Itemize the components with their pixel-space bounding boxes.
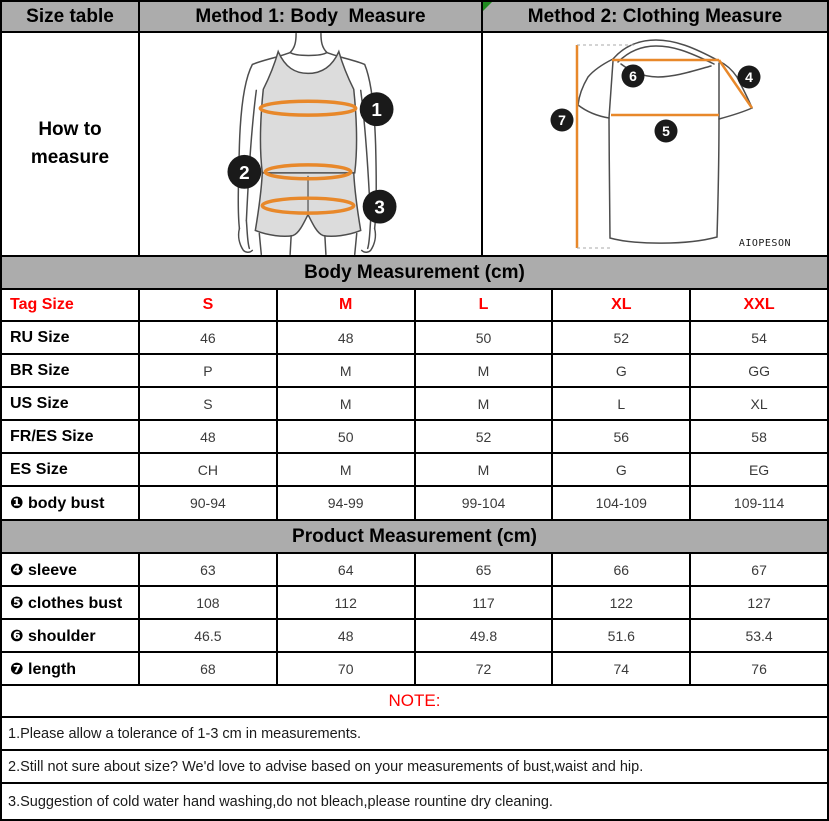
shirt-marker-6-icon: [622, 65, 645, 88]
size-col-s: S: [140, 290, 278, 320]
cell-value: 63: [140, 554, 278, 585]
method1-header: Method 1: Body Measure: [140, 2, 483, 31]
top-header-row: [2, 2, 827, 33]
row-label: RU Size: [2, 322, 140, 353]
corner-marker-icon: [483, 2, 492, 11]
cell-value: GG: [748, 362, 770, 379]
illustration-row: [2, 33, 827, 257]
cell-value: 48: [278, 620, 416, 651]
cell-value: 53.4: [745, 627, 773, 644]
cell-value: 112: [278, 587, 416, 618]
cell-value: 72: [416, 653, 554, 684]
size-col-l: L: [416, 290, 554, 320]
cell-value: P: [140, 355, 278, 386]
cell-value: 90-94: [140, 487, 278, 519]
table-row-sleeve: [2, 554, 827, 587]
body-measurement-band: [2, 257, 827, 290]
clothing-measure-illustration: [483, 33, 827, 255]
row-label: BR Size: [2, 355, 140, 386]
note-row-1: [2, 718, 827, 751]
shirt-marker-6-label: 6: [629, 68, 637, 84]
cell-value: 51.6: [553, 620, 691, 651]
cell-value: 50: [416, 322, 554, 353]
note-title: NOTE:: [388, 691, 441, 710]
cell-value: M: [416, 388, 554, 419]
note-row-2: [2, 751, 827, 784]
cell-value: 65: [416, 554, 554, 585]
table-row-length: [2, 653, 827, 686]
cell-value: 64: [278, 554, 416, 585]
cell-value: XL: [750, 395, 768, 412]
row-label: ❹ sleeve: [2, 554, 140, 585]
product-measurement-title: Product Measurement (cm): [292, 525, 537, 547]
cell-value: M: [416, 454, 554, 485]
cell-value: L: [553, 388, 691, 419]
clothing-measure-lines: [577, 45, 752, 248]
table-row-fres-size: [2, 421, 827, 454]
table-row-body-bust: [2, 487, 827, 521]
cell-value: 49.8: [416, 620, 554, 651]
cell-value: CH: [140, 454, 278, 485]
table-row-ru-size: [2, 322, 827, 355]
cell-value: S: [140, 388, 278, 419]
cell-value: 70: [278, 653, 416, 684]
shirt-marker-7-icon: [551, 109, 574, 132]
cell-value: M: [278, 355, 416, 386]
cell-value: 46: [140, 322, 278, 353]
note-header-row: [2, 686, 827, 718]
cell-value: 109-114: [733, 495, 785, 511]
cell-value: 67: [751, 561, 767, 578]
table-row-shoulder: [2, 620, 827, 653]
row-label: ❻ shoulder: [2, 620, 140, 651]
cell-value: M: [416, 355, 554, 386]
body-marker-3-icon: [363, 190, 397, 224]
table-row-us-size: [2, 388, 827, 421]
cell-value: 46.5: [140, 620, 278, 651]
cell-value: M: [278, 388, 416, 419]
body-marker-1-icon: [360, 92, 394, 126]
body-measurement-title: Body Measurement (cm): [304, 261, 525, 283]
body-measure-illustration: [140, 33, 481, 255]
cell-value: 76: [751, 660, 767, 677]
cell-value: 94-99: [278, 487, 416, 519]
note-text-3: 3.Suggestion of cold water hand washing,do not bleach,please rountine dry cleaning.: [8, 793, 553, 810]
cell-value: 108: [140, 587, 278, 618]
tag-size-label: Tag Size: [2, 290, 140, 320]
cell-value: 48: [278, 322, 416, 353]
cell-value: 104-109: [553, 487, 691, 519]
body-marker-3-label: 3: [374, 197, 385, 219]
cell-value: 54: [751, 329, 767, 346]
brand-label: AIOPESON: [738, 238, 791, 249]
cell-value: G: [553, 355, 691, 386]
cell-value: EG: [748, 461, 770, 478]
size-col-m: M: [278, 290, 416, 320]
cell-value: 127: [747, 594, 771, 611]
method2-header: [483, 2, 827, 31]
cell-value: 68: [140, 653, 278, 684]
note-text-2: 2.Still not sure about size? We'd love to advise based on your measurements of bust,waist and hip.: [8, 758, 644, 775]
note-text-1: 1.Please allow a tolerance of 1-3 cm in measurements.: [8, 725, 362, 742]
product-measurement-band: [2, 521, 827, 554]
note-row-3: [2, 784, 827, 819]
shirt-marker-7-label: 7: [558, 112, 566, 128]
cell-value: 58: [751, 428, 767, 445]
row-label: ES Size: [2, 454, 140, 485]
shirt-marker-4-icon: [738, 66, 761, 89]
cell-value: 48: [140, 421, 278, 452]
clothing-measure-cell: [483, 33, 827, 255]
cell-value: M: [278, 454, 416, 485]
shirt-marker-4-label: 4: [745, 69, 753, 85]
shirt-marker-5-label: 5: [662, 123, 670, 139]
table-row-clothes-bust: [2, 587, 827, 620]
table-row-es-size: [2, 454, 827, 487]
cell-value: 56: [553, 421, 691, 452]
row-label: ❺ clothes bust: [2, 587, 140, 618]
cell-value: 74: [553, 653, 691, 684]
cell-value: 117: [416, 587, 554, 618]
shirt-marker-5-icon: [655, 120, 678, 143]
size-col-xxl: XXL: [743, 296, 775, 313]
row-label: FR/ES Size: [2, 421, 140, 452]
tag-size-row: [2, 290, 827, 322]
cell-value: 66: [553, 554, 691, 585]
row-label: ❼ length: [2, 653, 140, 684]
method2-header-label: Method 2: Clothing Measure: [527, 5, 783, 27]
body-marker-2-label: 2: [239, 162, 250, 184]
cell-value: 52: [553, 322, 691, 353]
size-col-xl: XL: [553, 290, 691, 320]
row-label: US Size: [2, 388, 140, 419]
size-table-header: Size table: [2, 2, 140, 31]
body-marker-1-label: 1: [371, 100, 382, 122]
cell-value: 99-104: [416, 487, 554, 519]
cell-value: 52: [416, 421, 554, 452]
cell-value: 50: [278, 421, 416, 452]
cell-value: G: [553, 454, 691, 485]
how-to-measure-label: How to measure: [2, 33, 140, 255]
body-measure-cell: [140, 33, 483, 255]
body-marker-2-icon: [227, 155, 261, 189]
table-row-br-size: [2, 355, 827, 388]
row-label: ❶ body bust: [2, 487, 140, 519]
cell-value: 122: [553, 587, 691, 618]
